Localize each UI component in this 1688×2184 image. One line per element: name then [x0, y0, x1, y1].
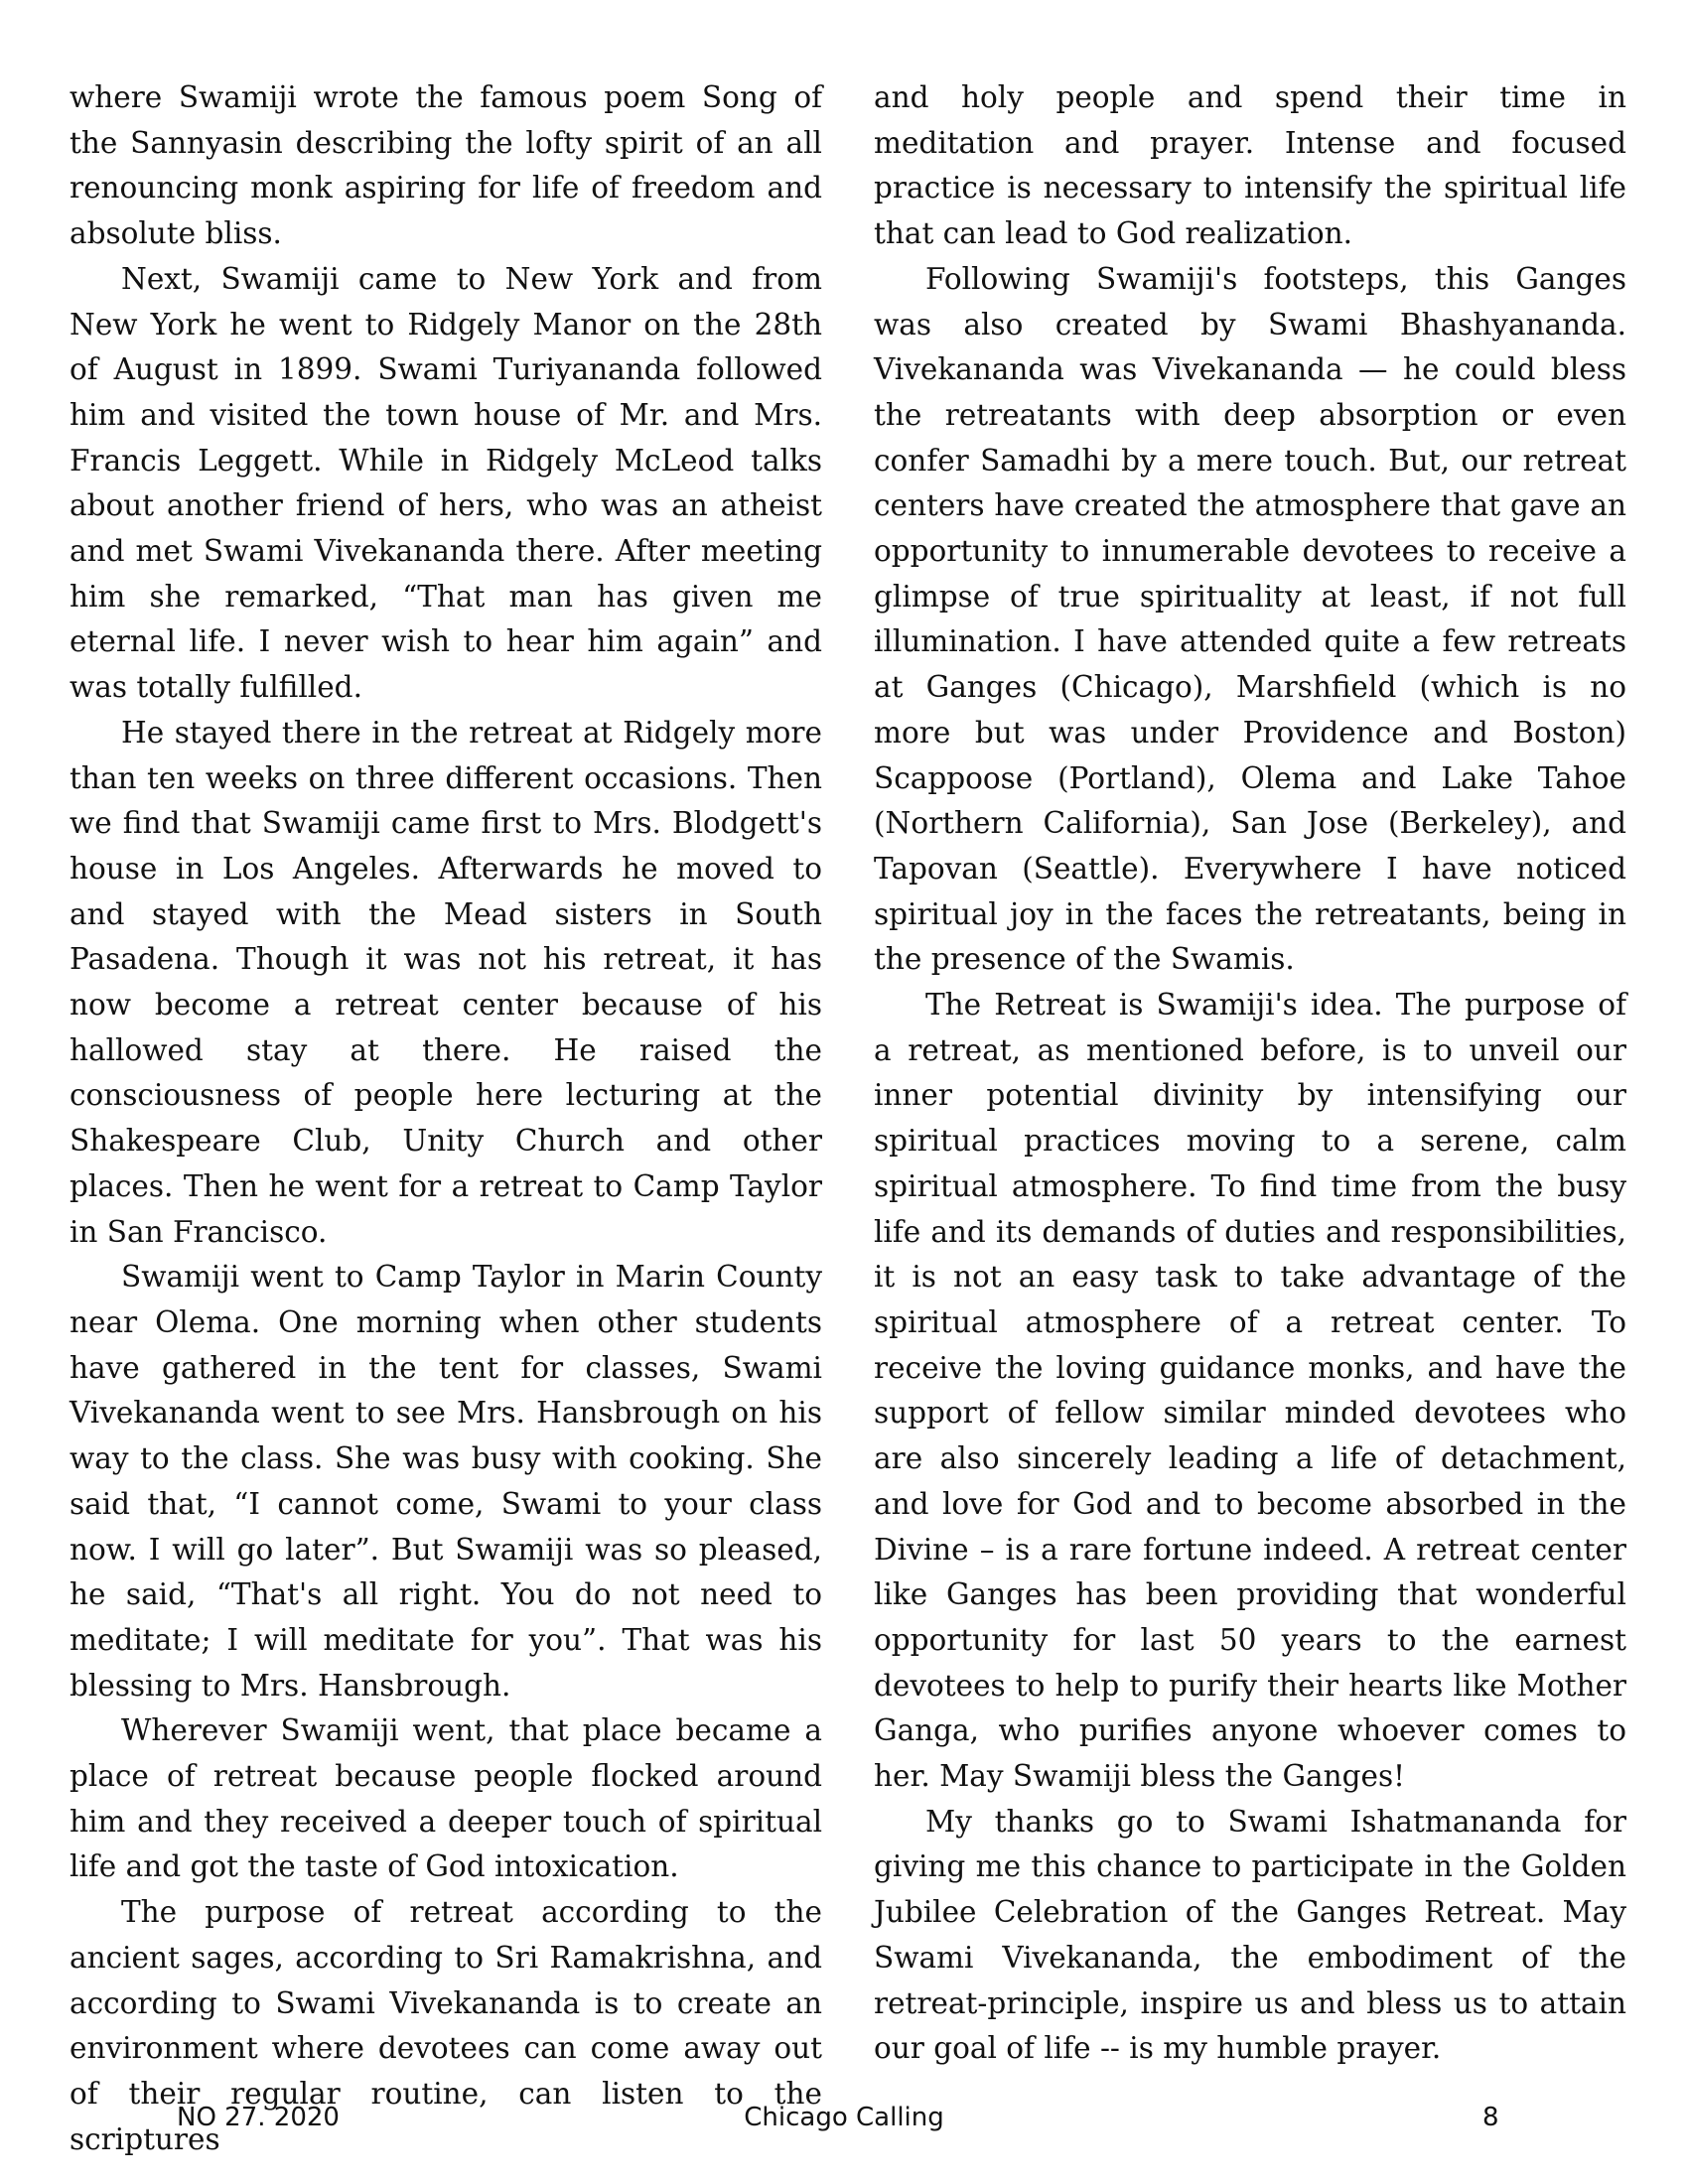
page-number: 8	[1482, 2103, 1499, 2132]
paragraph: My thanks go to Swami Ishatmananda for giving me this chance to participate in the Golden Jubilee Celebration of the Ganges Retreat. May Swami Vivekananda, the embodiment of the retreat-principle, inspire us and bless us to attain our goal of life -- is my humble prayer.	[874, 1804, 1626, 2066]
paragraph: and holy people and spend their time in meditation and prayer. Intense and focused practice is necessary to intensify the spiritual life that can lead to God realization.	[874, 80, 1626, 251]
paragraph: The purpose of retreat according to the ancient sages, according to Sri Ramakrishna, and according to Swami Vivekananda is to create an environment where devotees can come away out of their regular routine, can listen to the scriptures	[70, 1895, 822, 2156]
page-footer	[0, 2103, 1688, 2142]
paragraph: Next, Swamiji came to New York and from New York he went to Ridgely Manor on the 28th of August in 1899. Swami Turiyananda followed him and visited the town house of Mr. and Mrs. Francis Leggett. While in Ridgely McLeod talks about another friend of hers, who was an atheist and met Swami Vivekananda there. After meeting him she remarked, “That man has given me eternal life. I never wish to hear him again” and was totally fulfilled.	[70, 261, 822, 705]
publication-title: Chicago Calling	[744, 2103, 944, 2132]
paragraph: where Swamiji wrote the famous poem Song of the Sannyasin describing the lofty spirit of an all renouncing monk aspiring for life of freedom and absolute bliss.	[70, 80, 822, 251]
paragraph: Swamiji went to Camp Taylor in Marin County near Olema. One morning when other students have gathered in the tent for classes, Swami Vivekananda went to see Mrs. Hansbrough on his way to the class. She was busy with cooking. She said that, “I cannot come, Swami to your class now. I will go later”. But Swamiji was so pleased, he said, “That's all right. You do not need to meditate; I will meditate for you”. That was his blessing to Mrs. Hansbrough.	[70, 1260, 822, 1703]
paragraph: The Retreat is Swamiji's idea. The purpose of a retreat, as mentioned before, is to unveil our inner potential divinity by intensifying our spiritual practices moving to a serene, calm spiritual atmosphere. To find time from the busy life and its demands of duties and responsibilities, it is not an easy task to take advantage of the spiritual atmosphere of a retreat center. To receive the loving guidance monks, and have the support of fellow similar minded devotees who are also sincerely leading a life of detachment, and love for God and to become absorbed in the Divine – is a rare fortune indeed. A retreat center like Ganges has been providing that wonderful opportunity for last 50 years to the earnest devotees to help to purify their hearts like Mother Ganga, who purifies anyone whoever comes to her. May Swamiji bless the Ganges!	[874, 988, 1626, 1794]
right-column	[874, 75, 1626, 2071]
paragraph: He stayed there in the retreat at Ridgely more than ten weeks on three different occasions. Then we find that Swamiji came first to Mrs. Blodgett's house in Los Angeles. Afterwards he moved to and stayed with the Mead sisters in South Pasadena. Though it was not his retreat, it has now become a retreat center because of his hallowed stay at there. He raised the consciousness of people here lecturing at the Shakespeare Club, Unity Church and other places. Then he went for a retreat to Camp Taylor in San Francisco.	[70, 715, 822, 1249]
paragraph: Wherever Swamiji went, that place became a place of retreat because people flocked around him and they received a deeper touch of spiritual life and got the taste of God intoxication.	[70, 1713, 822, 1884]
issue-number: NO 27. 2020	[177, 2103, 340, 2132]
paragraph: Following Swamiji's footsteps, this Ganges was also created by Swami Bhashyananda. Vivekananda was Vivekananda — he could bless the retreatants with deep absorption or even confer Samadhi by a mere touch. But, our retreat centers have created the atmosphere that gave an opportunity to innumerable devotees to receive a glimpse of true spirituality at least, if not full illumination. I have attended quite a few retreats at Ganges (Chicago), Marshfield (which is no more but was under Providence and Boston) Scappoose (Portland), Olema and Lake Tahoe (Northern California), San Jose (Berkeley), and Tapovan (Seattle). Everywhere I have noticed spiritual joy in the faces the retreatants, being in the presence of the Swamis.	[874, 261, 1626, 977]
